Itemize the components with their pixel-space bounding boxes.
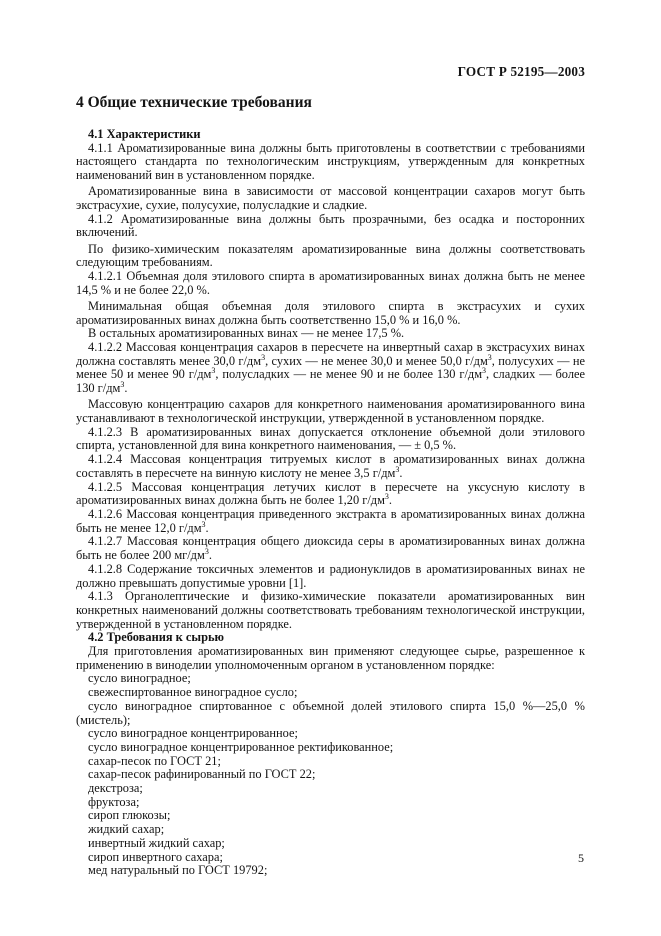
list-item: сироп глюкозы; [88, 808, 171, 823]
paragraph-4-1-2-6 [76, 508, 585, 535]
list-item: фруктоза; [88, 794, 140, 809]
list-item: сахар-песок рафинированный по ГОСТ 22; [88, 767, 316, 782]
paragraph-4-1-2-3: 4.1.2.3 В ароматизированных винах допускается отклонение объемной доли этилового спирта, установленной для вина конкретного наименования, — ± 0,5 %. [76, 424, 585, 453]
document-id: ГОСТ Р 52195—2003 [457, 64, 585, 79]
paragraph-physchem-intro: По физико-химическим показателям ароматизированные вина должны соответствовать следующим требованиям. [76, 241, 585, 270]
text-segment: , сухих — не менее 30,0 и менее 50,0 г/дм [265, 353, 488, 368]
raw-materials-list [76, 672, 585, 878]
paragraph-4-1-2-1: 4.1.2.1 Объемная доля этилового спирта в ароматизированных винах должна быть не менее 14,5 % и не более 22,0 %. [76, 269, 585, 297]
list-item: жидкий сахар; [88, 822, 165, 837]
text-segment: . [399, 465, 403, 480]
subsection-title-4-2: 4.2 Требования к сырью [88, 630, 224, 645]
text-segment: 4.1.2.5 Массовая концентрация летучих кислот в пересчете на уксусную кислоту в ароматизированных винах должна быть не более 1,20 г/дм [76, 479, 585, 508]
text-segment: , полусладких — не менее 90 и не более 130 г/дм [215, 367, 483, 382]
superscript: 3 [384, 492, 389, 502]
superscript: 3 [482, 366, 487, 376]
text-segment: , полусухих — не менее 50 и менее 90 г/дм [76, 353, 585, 382]
text-segment: . [208, 548, 212, 563]
list-item: сусло виноградное спиртованное с объемной долей этилового спирта 15,0 %—25,0 % (мистель); [76, 698, 585, 727]
section-title: 4 Общие технические требования [76, 94, 312, 111]
list-item: сусло виноградное концентрированное ректификованное; [88, 739, 394, 754]
paragraph-4-1-1: 4.1.1 Ароматизированные вина должны быть приготовлены в соответствии с требованиями настоящего стандарта по технологическим инструкциям, утвержденным для конкретных наименований вин в установленном порядке. [76, 140, 585, 183]
list-item: свежеспиртованное виноградное сусло; [88, 685, 298, 700]
paragraph-sugar-instruction: Массовую концентрацию сахаров для конкретного наименования ароматизированного вина устанавливают в технологической инструкции, утвержденной в установленном порядке. [76, 397, 585, 426]
paragraph-4-1-2-8: 4.1.2.8 Содержание токсичных элементов и радионуклидов в ароматизированных винах не должно превышать допустимые уровни [1]. [76, 561, 585, 590]
list-item: инвертный жидкий сахар; [88, 835, 225, 850]
subsection-title-4-1: 4.1 Характеристики [88, 127, 201, 141]
paragraph-4-1-2-7 [76, 535, 585, 562]
text-segment: , сладких — более 130 г/дм [76, 367, 586, 396]
paragraph-min-alcohol: Минимальная общая объемная доля этилового спирта в экстрасухих и сухих ароматизированных винах должна быть соответственно 15,0 % и 16,0 %. [76, 298, 585, 327]
superscript: 3 [487, 352, 492, 362]
list-item: мед натуральный по ГОСТ 19792; [88, 863, 268, 878]
paragraph-wine-types: Ароматизированные вина в зависимости от массовой концентрации сахаров могут быть экстрасухие, сухие, полусухие, полусладкие и сладкие. [76, 184, 585, 213]
paragraph-4-2: Для приготовления ароматизированных вин применяют следующее сырье, разрешенное к применению в виноделии уполномоченным органом в установленном порядке: [76, 644, 585, 672]
list-item: декстроза; [88, 781, 143, 796]
superscript: 3 [204, 546, 209, 556]
page-number: 5 [578, 851, 584, 865]
text-segment: 4.1.2.6 Массовая концентрация приведенного экстракта в ароматизированных винах должна быть не менее 12,0 г/дм [76, 506, 585, 535]
paragraph-4-1-2-5 [76, 481, 585, 508]
superscript: 3 [211, 366, 216, 376]
text-segment: 4.1.2.7 Массовая концентрация общего диоксида серы в ароматизированных винах должна быть не более 200 мг/дм [76, 534, 585, 563]
list-item: сусло виноградное; [88, 671, 191, 686]
text-segment: 4.1.2.2 Массовая концентрация сахаров в пересчете на инвертный сахар в экстрасухих винах должна составлять менее 30,0 г/дм [76, 340, 585, 368]
paragraph-4-1-2: 4.1.2 Ароматизированные вина должны быть прозрачными, без осадка и посторонних включений. [76, 211, 585, 240]
paragraph-4-1-2-2 [76, 341, 585, 396]
superscript: 3 [201, 519, 206, 529]
superscript: 3 [261, 352, 266, 362]
paragraph-4-1-2-4 [76, 453, 585, 480]
list-item: сахар-песок по ГОСТ 21; [88, 753, 221, 768]
paragraph-4-1-3: 4.1.3 Органолептические и физико-химические показатели ароматизированных вин конкретных наименований должны соответствовать требованиям технологической инструкции, утвержденной в установленном порядке. [76, 589, 585, 631]
document-body [76, 128, 585, 878]
superscript: 3 [120, 380, 125, 390]
list-item: сусло виноградное концентрированное; [88, 726, 298, 741]
text-segment: 4.1.2.4 Массовая концентрация титруемых кислот в ароматизированных винах должна составлять в пересчете на винную кислоту не менее 3,5 г/дм [76, 452, 585, 480]
superscript: 3 [395, 464, 400, 474]
text-segment: . [124, 381, 128, 396]
paragraph-other-wines: В остальных ароматизированных винах — не менее 17,5 %. [88, 326, 405, 341]
text-segment: . [388, 493, 393, 508]
list-item: сироп инвертного сахара; [88, 849, 223, 864]
text-segment: . [205, 520, 209, 535]
